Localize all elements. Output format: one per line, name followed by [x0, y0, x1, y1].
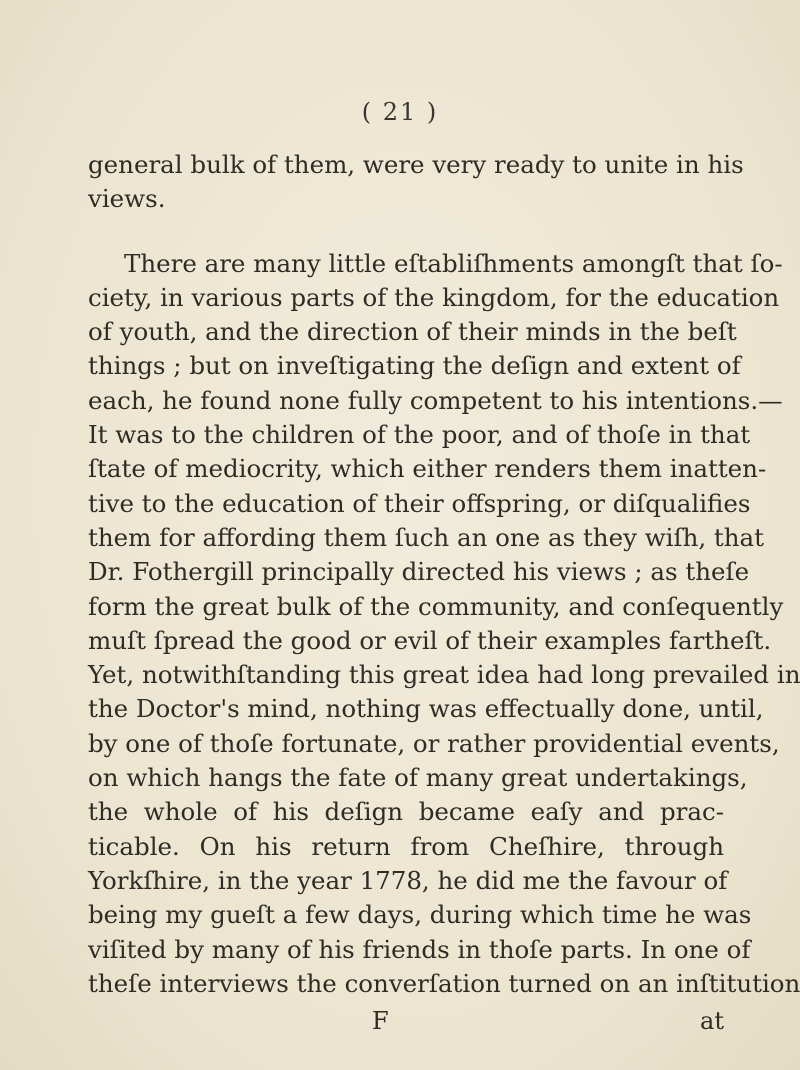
page-footer [88, 1007, 724, 1041]
text-line: of youth, and the direction of their minds in the beſt [88, 317, 737, 347]
text-line: general bulk of them, were very ready to unite in his [88, 150, 744, 179]
text-line: muſt ſpread the good or evil of their examples fartheſt. [88, 625, 772, 655]
paragraph [88, 247, 800, 1002]
text-line: Dr. Fothergill principally directed his views ; as theſe [88, 557, 750, 587]
text-line: ſtate of mediocrity, which either renders them inatten- [88, 454, 767, 484]
text-line: them for affording them ſuch an one as they wiſh, that [88, 522, 764, 552]
text-line: Yorkſhire, in the year 1778, he did me the favour of [88, 865, 728, 895]
paragraph [88, 148, 744, 217]
text-line: It was to the children of the poor, and of thoſe in that [88, 420, 751, 450]
text-line: on which hangs the fate of many great undertakings, [88, 763, 748, 793]
text-line: theſe interviews the converſation turned on an inſtitution [88, 968, 800, 998]
paragraph-gap [88, 217, 724, 247]
text-line: form the great bulk of the community, and conſequently [88, 591, 784, 621]
text-line: tive to the education of their offspring, or diſqualifies [88, 488, 751, 518]
text-line: the Doctor's mind, nothing was effectually done, until, [88, 694, 764, 724]
body-text [88, 148, 800, 1001]
page-number: ( 21 ) [361, 98, 439, 126]
text-line: being my gueſt a few days, during which time he was [88, 900, 752, 930]
catchword: at [700, 1007, 724, 1035]
text-line: Yet, notwithſtanding this great idea had long prevailed in [88, 660, 800, 690]
text-line: ciety, in various parts of the kingdom, for the education [88, 282, 780, 312]
text-line: by one of thoſe fortunate, or rather providential events, [88, 728, 780, 758]
text-line: views. [88, 184, 166, 214]
text-line: ticable. On his return from Cheſhire, through [88, 831, 724, 861]
signature-mark: F [372, 1007, 389, 1035]
text-line: each, he found none fully competent to his intentions.— [88, 385, 783, 415]
text-line: viſited by many of his friends in thoſe parts. In one of [88, 934, 751, 964]
text-line: the whole of his deſign became eaſy and prac- [88, 797, 724, 827]
text-line: There are many little eſtabliſhments amongſt that ſo- [124, 248, 783, 278]
text-line: things ; but on inveſtigating the deſign and extent of [88, 351, 741, 381]
